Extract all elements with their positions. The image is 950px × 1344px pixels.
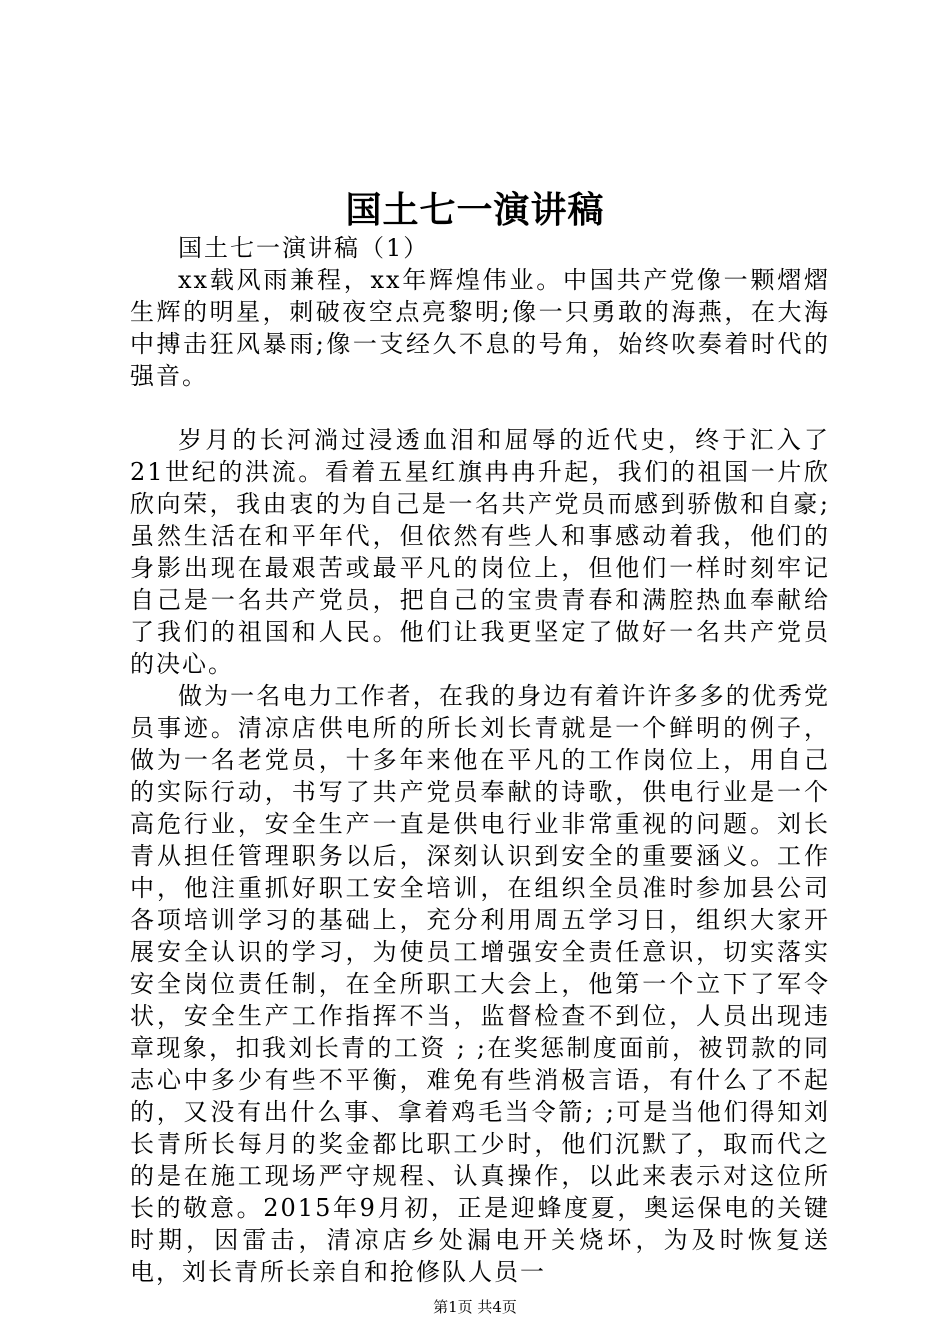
body-paragraph: 做为一名电力工作者，在我的身边有着许许多多的优秀党员事迹。清凉店供电所的所长刘长青就是一个鲜明的例子，做为一名老党员，十多年来他在平凡的工作岗位上，用自己的实际行动，书写了共产党员奉献的诗歌，供电行业是一个高危行业，安全生产一直是供电行业非常重视的问题。刘长青从担任管理职务以后，深刻认识到安全的重要涵义。工作中，他注重抓好职工安全培训，在组织全员准时参加县公司各项培训学习的基础上，充分利用周五学习日，组织大家开展安全认识的学习，为使员工增强安全责任意识，切实落实安全岗位责任制，在全所职工大会上，他第一个立下了军令状，安全生产工作指挥不当，监督检查不到位，人员出现违章现象，扣我刘长青的工资 ; ;在奖惩制度面前，被罚款的同志心中多少有些不平衡，难免有些消极言语，有什么了不起的，又没有出什么事、拿着鸡毛当令箭; ;可是当他们得知刘长青所长每月的奖金都比职工少时，他们沉默了，取而代之的是在施工现场严守规程、认真操作，以此来表示对这位所长的敬意。2015年9月初，正是迎蜂度夏，奥运保电的关键时期，因雷击，清凉店乡处漏电开关烧坏，为及时恢复送电，刘长青所长亲自和抢修队人员一 [130,682,830,1286]
body-paragraph: xx载风雨兼程，xx年辉煌伟业。中国共产党像一颗熠熠生辉的明星，刺破夜空点亮黎明;像一只勇敢的海燕，在大海中搏击狂风暴雨;像一支经久不息的号角，始终吹奏着时代的强音。 [130,266,830,390]
document-title: 国土七一演讲稿 [345,189,605,231]
page-footer: 第1页 共4页 [433,1298,517,1316]
subtitle-paragraph: 国土七一演讲稿（1） [178,234,430,262]
blank-line [130,392,830,424]
document-body [130,232,830,1288]
body-paragraph: 岁月的长河淌过浸透血泪和屈辱的近代史，终于汇入了21世纪的洪流。看着五星红旗冉冉升起，我们的祖国一片欣欣向荣，我由衷的为自己是一名共产党员而感到骄傲和自豪;虽然生活在和平年代，但依然有些人和事感动着我，他们的身影出现在最艰苦或最平凡的岗位上，但他们一样时刻牢记自己是一名共产党员，把自己的宝贵青春和满腔热血奉献给了我们的祖国和人民。他们让我更坚定了做好一名共产党员的决心。 [130,426,830,678]
